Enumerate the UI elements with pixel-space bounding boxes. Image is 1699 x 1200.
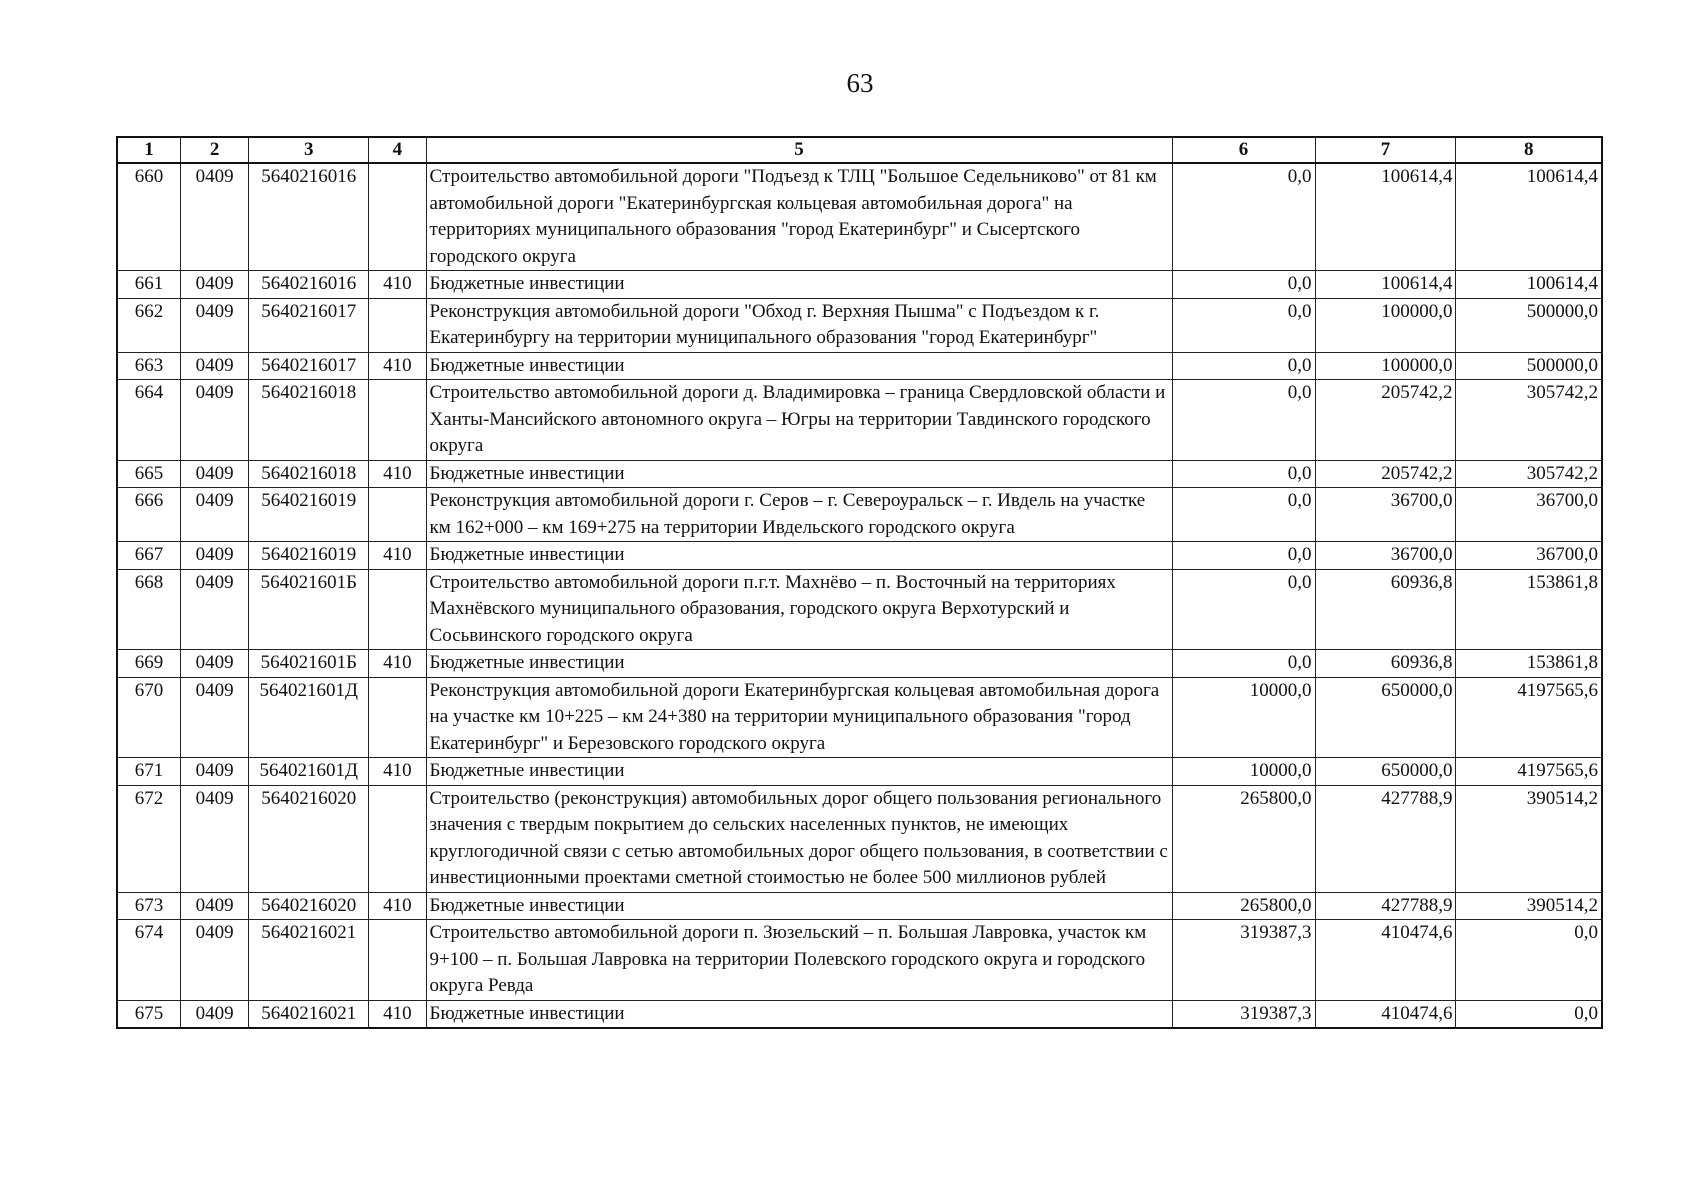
section-code: 0409: [180, 758, 248, 786]
table-row: [117, 163, 1602, 271]
expense-type-code: 410: [369, 650, 426, 678]
section-code: 0409: [180, 650, 248, 678]
amount-col-6: 319387,3: [1172, 1000, 1315, 1028]
header-col-4: 4: [369, 137, 426, 163]
amount-col-7: 427788,9: [1315, 785, 1456, 892]
section-code: 0409: [180, 380, 248, 461]
page-number: 63: [846, 68, 874, 98]
header-row: [117, 137, 1602, 163]
target-article-code: 5640216021: [249, 920, 369, 1001]
amount-col-6: 10000,0: [1172, 677, 1315, 758]
amount-col-6: 0,0: [1172, 569, 1315, 650]
item-name: Бюджетные инвестиции: [426, 758, 1172, 786]
amount-col-8: 390514,2: [1456, 785, 1602, 892]
item-name: Строительство автомобильной дороги "Подъезд к ТЛЦ "Большое Седельниково" от 81 км автомобильной дороги "Екатеринбургская кольцевая автомобильная дорога" на территориях муниципального образования "город Екатеринбург" и Сысертского городского округа: [426, 163, 1172, 271]
amount-col-8: 0,0: [1456, 1000, 1602, 1028]
header-col-1: 1: [117, 137, 180, 163]
expense-type-code: [369, 488, 426, 542]
header-col-8: 8: [1456, 137, 1602, 163]
expense-type-code: [369, 298, 426, 352]
section-code: 0409: [180, 920, 248, 1001]
expense-type-code: 410: [369, 758, 426, 786]
item-name: Реконструкция автомобильной дороги "Обход г. Верхняя Пышма" с Подъездом к г. Екатеринбургу на территории муниципального образования "город Екатеринбург": [426, 298, 1172, 352]
header-col-2: 2: [180, 137, 248, 163]
item-name: Строительство автомобильной дороги д. Владимировка – граница Свердловской области и Ханты-Мансийского автономного округа – Югры на территории Тавдинского городского округа: [426, 380, 1172, 461]
budget-table: [116, 136, 1603, 1029]
amount-col-7: 205742,2: [1315, 380, 1456, 461]
amount-col-8: 500000,0: [1456, 352, 1602, 380]
item-name: Бюджетные инвестиции: [426, 650, 1172, 678]
row-number: 669: [117, 650, 180, 678]
section-code: 0409: [180, 163, 248, 271]
table-row: [117, 271, 1602, 299]
table-row: [117, 677, 1602, 758]
row-number: 665: [117, 460, 180, 488]
expense-type-code: [369, 569, 426, 650]
amount-col-7: 36700,0: [1315, 542, 1456, 570]
amount-col-7: 36700,0: [1315, 488, 1456, 542]
table-row: [117, 920, 1602, 1001]
amount-col-8: 390514,2: [1456, 892, 1602, 920]
amount-col-7: 100614,4: [1315, 271, 1456, 299]
target-article-code: 564021601Б: [249, 650, 369, 678]
section-code: 0409: [180, 892, 248, 920]
expense-type-code: [369, 163, 426, 271]
table-row: [117, 650, 1602, 678]
section-code: 0409: [180, 488, 248, 542]
amount-col-6: 0,0: [1172, 163, 1315, 271]
target-article-code: 5640216018: [249, 380, 369, 461]
target-article-code: 564021601Д: [249, 758, 369, 786]
section-code: 0409: [180, 677, 248, 758]
target-article-code: 564021601Д: [249, 677, 369, 758]
header-col-6: 6: [1172, 137, 1315, 163]
amount-col-6: 265800,0: [1172, 785, 1315, 892]
target-article-code: 5640216020: [249, 892, 369, 920]
row-number: 660: [117, 163, 180, 271]
amount-col-6: 10000,0: [1172, 758, 1315, 786]
table-row: [117, 352, 1602, 380]
target-article-code: 5640216017: [249, 352, 369, 380]
amount-col-7: 60936,8: [1315, 650, 1456, 678]
amount-col-8: 100614,4: [1456, 271, 1602, 299]
expense-type-code: 410: [369, 542, 426, 570]
amount-col-6: 265800,0: [1172, 892, 1315, 920]
table-row: [117, 542, 1602, 570]
table-header: [117, 137, 1602, 163]
target-article-code: 5640216016: [249, 271, 369, 299]
amount-col-6: 0,0: [1172, 352, 1315, 380]
table-row: [117, 460, 1602, 488]
amount-col-6: 0,0: [1172, 380, 1315, 461]
amount-col-6: 0,0: [1172, 460, 1315, 488]
amount-col-7: 427788,9: [1315, 892, 1456, 920]
target-article-code: 5640216019: [249, 488, 369, 542]
row-number: 668: [117, 569, 180, 650]
item-name: Бюджетные инвестиции: [426, 1000, 1172, 1028]
table-row: [117, 569, 1602, 650]
amount-col-7: 100000,0: [1315, 352, 1456, 380]
expense-type-code: 410: [369, 352, 426, 380]
target-article-code: 5640216016: [249, 163, 369, 271]
target-article-code: 564021601Б: [249, 569, 369, 650]
amount-col-6: 0,0: [1172, 271, 1315, 299]
amount-col-7: 650000,0: [1315, 677, 1456, 758]
table-row: [117, 298, 1602, 352]
amount-col-6: 0,0: [1172, 488, 1315, 542]
item-name: Строительство (реконструкция) автомобильных дорог общего пользования регионального значения с твердым покрытием до сельских населенных пунктов, не имеющих круглогодичной связи с сетью автомобильных дорог общего пользования, в соответствии с инвестиционными проектами сметной стоимостью не более 500 миллионов рублей: [426, 785, 1172, 892]
row-number: 672: [117, 785, 180, 892]
amount-col-6: 319387,3: [1172, 920, 1315, 1001]
expense-type-code: [369, 785, 426, 892]
amount-col-8: 4197565,6: [1456, 758, 1602, 786]
section-code: 0409: [180, 352, 248, 380]
table-row: [117, 1000, 1602, 1028]
section-code: 0409: [180, 298, 248, 352]
table-row: [117, 758, 1602, 786]
amount-col-7: 410474,6: [1315, 1000, 1456, 1028]
amount-col-8: 500000,0: [1456, 298, 1602, 352]
amount-col-8: 153861,8: [1456, 650, 1602, 678]
section-code: 0409: [180, 271, 248, 299]
section-code: 0409: [180, 542, 248, 570]
expense-type-code: [369, 677, 426, 758]
section-code: 0409: [180, 460, 248, 488]
target-article-code: 5640216021: [249, 1000, 369, 1028]
amount-col-7: 410474,6: [1315, 920, 1456, 1001]
amount-col-6: 0,0: [1172, 542, 1315, 570]
table-body: [117, 163, 1602, 1028]
row-number: 674: [117, 920, 180, 1001]
section-code: 0409: [180, 1000, 248, 1028]
section-code: 0409: [180, 569, 248, 650]
amount-col-7: 60936,8: [1315, 569, 1456, 650]
amount-col-8: 153861,8: [1456, 569, 1602, 650]
expense-type-code: [369, 920, 426, 1001]
item-name: Реконструкция автомобильной дороги г. Серов – г. Североуральск – г. Ивдель на участке км 162+000 – км 169+275 на территории Ивдельского городского округа: [426, 488, 1172, 542]
table-row: [117, 785, 1602, 892]
table-row: [117, 488, 1602, 542]
target-article-code: 5640216019: [249, 542, 369, 570]
item-name: Бюджетные инвестиции: [426, 460, 1172, 488]
row-number: 666: [117, 488, 180, 542]
row-number: 667: [117, 542, 180, 570]
row-number: 664: [117, 380, 180, 461]
header-col-5: 5: [426, 137, 1172, 163]
amount-col-6: 0,0: [1172, 650, 1315, 678]
item-name: Бюджетные инвестиции: [426, 892, 1172, 920]
item-name: Строительство автомобильной дороги п. Зюзельский – п. Большая Лавровка, участок км 9+100 – п. Большая Лавровка на территории Полевского городского округа и городского округа Ревда: [426, 920, 1172, 1001]
expense-type-code: 410: [369, 460, 426, 488]
item-name: Строительство автомобильной дороги п.г.т. Махнёво – п. Восточный на территориях Махнёвского муниципального образования, городского округа Верхотурский и Сосьвинского городского округа: [426, 569, 1172, 650]
amount-col-7: 100000,0: [1315, 298, 1456, 352]
amount-col-8: 4197565,6: [1456, 677, 1602, 758]
section-code: 0409: [180, 785, 248, 892]
amount-col-8: 0,0: [1456, 920, 1602, 1001]
table-row: [117, 380, 1602, 461]
expense-type-code: [369, 380, 426, 461]
row-number: 662: [117, 298, 180, 352]
row-number: 671: [117, 758, 180, 786]
header-col-7: 7: [1315, 137, 1456, 163]
amount-col-7: 650000,0: [1315, 758, 1456, 786]
amount-col-8: 36700,0: [1456, 488, 1602, 542]
expense-type-code: 410: [369, 1000, 426, 1028]
item-name: Реконструкция автомобильной дороги Екатеринбургская кольцевая автомобильная дорога на участке км 10+225 – км 24+380 на территории муниципального образования "город Екатеринбург" и Березовского городского округа: [426, 677, 1172, 758]
amount-col-7: 100614,4: [1315, 163, 1456, 271]
amount-col-6: 0,0: [1172, 298, 1315, 352]
item-name: Бюджетные инвестиции: [426, 271, 1172, 299]
row-number: 670: [117, 677, 180, 758]
target-article-code: 5640216018: [249, 460, 369, 488]
row-number: 673: [117, 892, 180, 920]
row-number: 675: [117, 1000, 180, 1028]
expense-type-code: 410: [369, 892, 426, 920]
header-col-3: 3: [249, 137, 369, 163]
expense-type-code: 410: [369, 271, 426, 299]
row-number: 661: [117, 271, 180, 299]
target-article-code: 5640216017: [249, 298, 369, 352]
item-name: Бюджетные инвестиции: [426, 542, 1172, 570]
target-article-code: 5640216020: [249, 785, 369, 892]
amount-col-7: 205742,2: [1315, 460, 1456, 488]
amount-col-8: 100614,4: [1456, 163, 1602, 271]
amount-col-8: 305742,2: [1456, 380, 1602, 461]
row-number: 663: [117, 352, 180, 380]
amount-col-8: 305742,2: [1456, 460, 1602, 488]
table-row: [117, 892, 1602, 920]
item-name: Бюджетные инвестиции: [426, 352, 1172, 380]
amount-col-8: 36700,0: [1456, 542, 1602, 570]
